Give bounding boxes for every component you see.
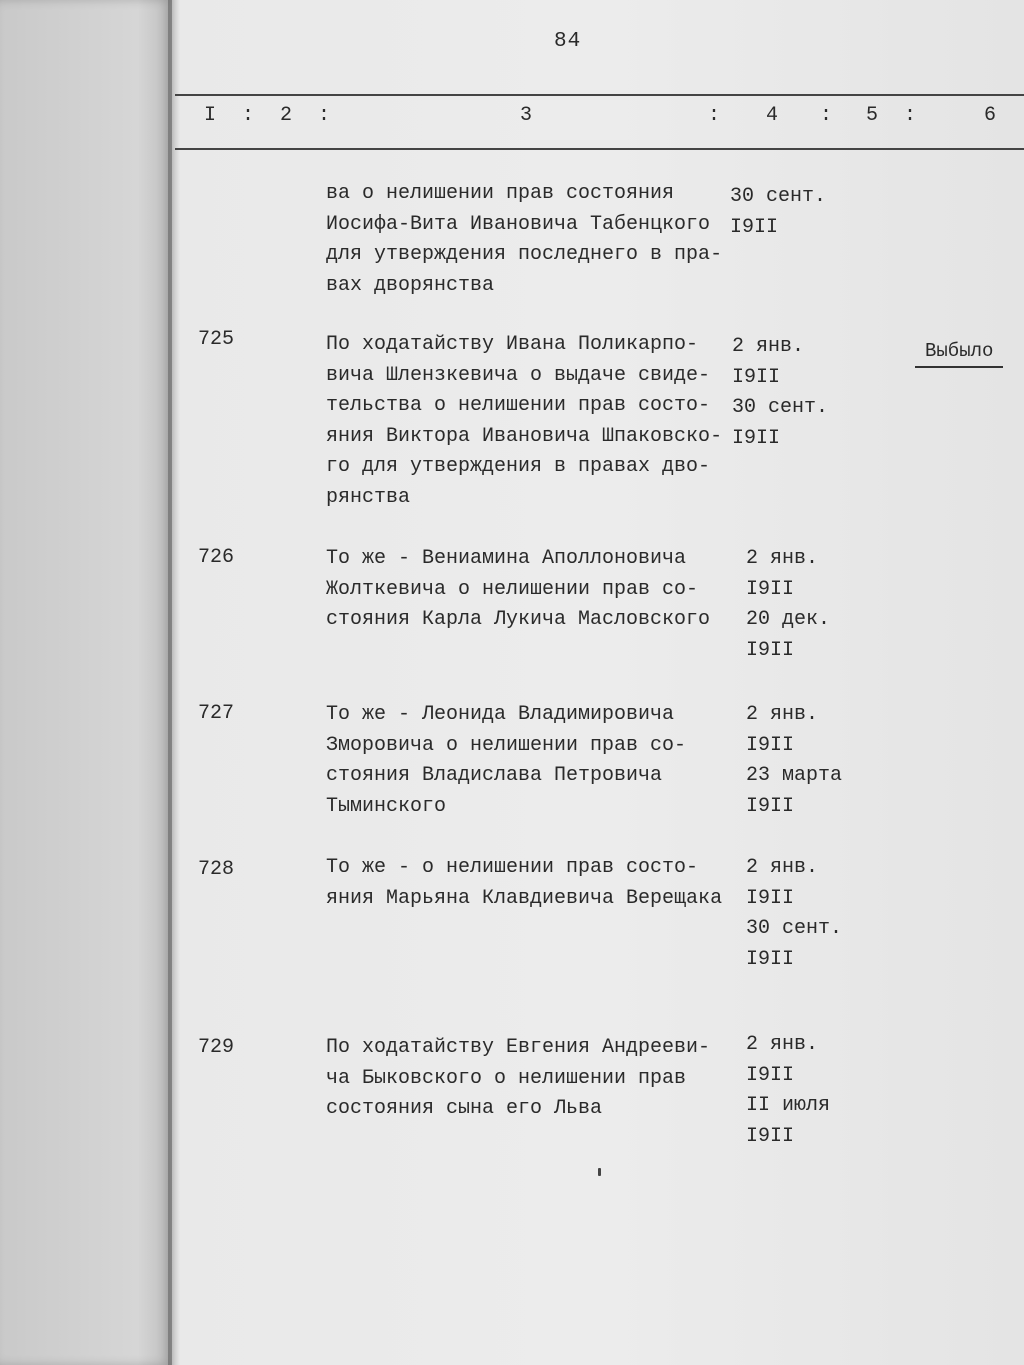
entry-description: По ходатайству Евгения Андрееви- ча Быковского о нелишении прав состояния сына его Льва: [326, 1036, 711, 1120]
column-header-5: 5: [866, 104, 879, 127]
entry-dates: 2 янв. I9II 30 сент. I9II: [746, 856, 843, 971]
entry-description: То же - Леонида Владимировича Зморовича о нелишении прав со- стояния Владислава Петровича Тыминского: [326, 703, 687, 818]
entry-description: ва о нелишении прав состояния Иосифа-Вита Ивановича Табенцкого для утверждения последнего в пра- вах дворянства: [326, 182, 723, 297]
ink-mark: [598, 1168, 601, 1176]
entry-number: 728: [198, 858, 235, 881]
entry-dates: 2 янв. I9II 23 марта I9II: [746, 703, 843, 818]
entry-number: 727: [198, 702, 235, 725]
entry-dates: 2 янв. I9II II июля I9II: [746, 1033, 831, 1148]
column-header-4: 4: [766, 104, 779, 127]
column-header-1: I: [204, 104, 217, 127]
column-header-3: 3: [520, 104, 533, 127]
entry-number: 726: [198, 546, 235, 569]
column-separator: :: [820, 104, 833, 127]
header-bottom-rule: [175, 148, 1024, 150]
entry-number: 729: [198, 1036, 235, 1059]
book-gutter-shadow: [168, 0, 180, 1365]
entry-dates: 2 янв. I9II 30 сент. I9II: [732, 335, 829, 450]
column-separator: :: [708, 104, 721, 127]
column-separator: :: [904, 104, 917, 127]
entry-note: Выбыло: [925, 340, 994, 362]
column-header-2: 2: [280, 104, 293, 127]
entry-dates: 2 янв. I9II 20 дек. I9II: [746, 547, 831, 662]
page-number: 84: [554, 30, 582, 53]
entry-description: То же - о нелишении прав состо- яния Марьяна Клавдиевича Верещака: [326, 856, 723, 910]
column-separator: :: [242, 104, 255, 127]
note-underline: [915, 366, 1003, 368]
facing-page-edge: [0, 0, 172, 1365]
entry-description: По ходатайству Ивана Поликарпо- вича Шлензкевича о выдаче свиде- тельства о нелишении прав состо- яния Виктора Ивановича Шпаковско- го для утверждения в правах дво- рянства: [326, 333, 723, 509]
header-top-rule: [175, 94, 1024, 96]
entry-dates: 30 сент. I9II: [730, 185, 827, 239]
entry-description: То же - Вениамина Аполлоновича Жолткевича о нелишении прав со- стояния Карла Лукича Масловского: [326, 547, 711, 631]
column-separator: :: [318, 104, 331, 127]
entry-number: 725: [198, 328, 235, 351]
column-header-6: 6: [984, 104, 997, 127]
